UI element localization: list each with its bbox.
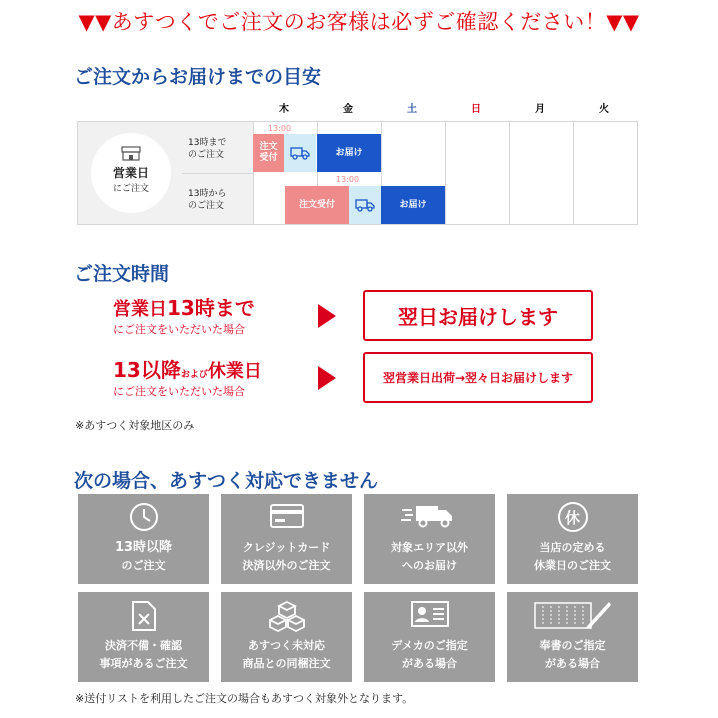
tile-line2: 休業日のご注文 xyxy=(534,559,611,572)
exclusion-tile xyxy=(507,494,638,584)
row1-label: 13時まで のご注文 xyxy=(188,138,227,160)
tile-line1: 13時以降 xyxy=(114,540,173,555)
rule1-heading xyxy=(113,292,255,321)
rule2-big1: 13以降 xyxy=(113,358,181,382)
rule2-heading xyxy=(113,354,262,383)
truck-icon xyxy=(349,186,381,224)
business-day-badge xyxy=(91,133,171,213)
day-sat: 土 xyxy=(407,104,417,115)
business-day-sub: にご注文 xyxy=(112,184,149,194)
holiday-icon-text: 休 xyxy=(558,502,588,532)
boxes-icon xyxy=(221,600,352,632)
area-note: ※あすつく対象地区のみ xyxy=(75,419,195,432)
calligraphy-icon xyxy=(507,600,638,632)
row2-label: 13時から のご注文 xyxy=(188,189,227,211)
tile-line1: 対象エリア以外 xyxy=(391,541,468,554)
schedule-table xyxy=(77,121,638,225)
order-received-box-1: 注文 受付 xyxy=(253,134,284,172)
section-title-order-time xyxy=(74,259,169,286)
day-sun: 日 xyxy=(471,104,481,115)
rule2-sub: にご注文をいただいた場合 xyxy=(113,385,245,398)
clock-icon xyxy=(78,502,209,532)
truck-icon xyxy=(284,134,316,172)
tile-line2: のご注文 xyxy=(121,559,166,572)
time-label-1: 13:00 xyxy=(268,124,292,133)
col-divider xyxy=(445,122,446,224)
tile-line2: 事項があるご注文 xyxy=(99,657,188,670)
rule1-result: 翌日お届けします xyxy=(363,290,593,341)
business-day-title: 営業日 xyxy=(112,166,149,180)
section-title-schedule: ご注文からお届けまでの目安 xyxy=(74,66,322,88)
exclusion-tile xyxy=(221,494,352,584)
section-title-exclusions: 次の場合、あすつく対応できません xyxy=(74,470,379,492)
tile-line1: 決済不備・確認 xyxy=(105,639,182,652)
section-title-order-time-text: ご注文時間 xyxy=(74,263,170,285)
tile-line2: がある場合 xyxy=(402,657,457,670)
truck-icon xyxy=(364,502,495,530)
rule1-big2: 13時まで xyxy=(167,296,255,320)
exclusion-tile xyxy=(364,592,495,682)
col-divider xyxy=(509,122,510,224)
row-divider xyxy=(182,173,253,174)
rule1-big1: 営業日 xyxy=(113,299,167,320)
rule2-big2: 休業日 xyxy=(207,361,262,382)
tile-line1: あすつく未対応 xyxy=(248,639,325,652)
rule2-small: および xyxy=(180,370,208,380)
day-fri: 金 xyxy=(343,104,353,115)
rule1-sub: にご注文をいただいた場合 xyxy=(113,323,245,336)
id-card-icon xyxy=(364,600,495,628)
exclusion-tile xyxy=(507,592,638,682)
tile-line1: デメカのご指定 xyxy=(391,639,468,652)
tile-line2: 決済以外のご注文 xyxy=(242,559,331,572)
exclusion-tile xyxy=(364,494,495,584)
credit-card-icon xyxy=(221,502,352,530)
arrow-right-icon xyxy=(318,366,336,390)
delivery-box-1: お届け xyxy=(317,134,381,172)
exclusion-tile xyxy=(78,592,209,682)
holiday-icon xyxy=(507,502,638,532)
arrow-right-icon xyxy=(318,304,336,328)
day-mon: 月 xyxy=(535,104,545,115)
tile-line1: クレジットカード xyxy=(242,541,331,554)
col-divider xyxy=(573,122,574,224)
shop-icon xyxy=(121,146,141,161)
rule2-result: 翌営業日出荷→翌々日お届けします xyxy=(363,352,593,403)
top-banner: ▼▼あすつくでご注文のお客様は必ずご確認ください！▼▼ xyxy=(78,10,640,34)
day-thu: 木 xyxy=(279,104,289,115)
tile-line2: 商品との同梱注文 xyxy=(242,657,331,670)
tile-line1: 当店の定める xyxy=(539,541,606,554)
document-error-icon xyxy=(78,600,209,632)
time-label-2: 13:00 xyxy=(336,175,360,184)
tile-line1: 奉書のご指定 xyxy=(539,639,606,652)
delivery-box-2: お届け xyxy=(381,186,445,224)
tile-line2: がある場合 xyxy=(545,657,600,670)
footer-note: ※送付リストを利用したご注文の場合もあすつく対象外となります。 xyxy=(75,692,414,705)
order-received-box-2: 注文受付 xyxy=(285,186,349,224)
exclusion-tile xyxy=(78,494,209,584)
tile-line2: へのお届け xyxy=(402,559,457,572)
day-tue: 火 xyxy=(599,104,609,115)
exclusion-tile xyxy=(221,592,352,682)
